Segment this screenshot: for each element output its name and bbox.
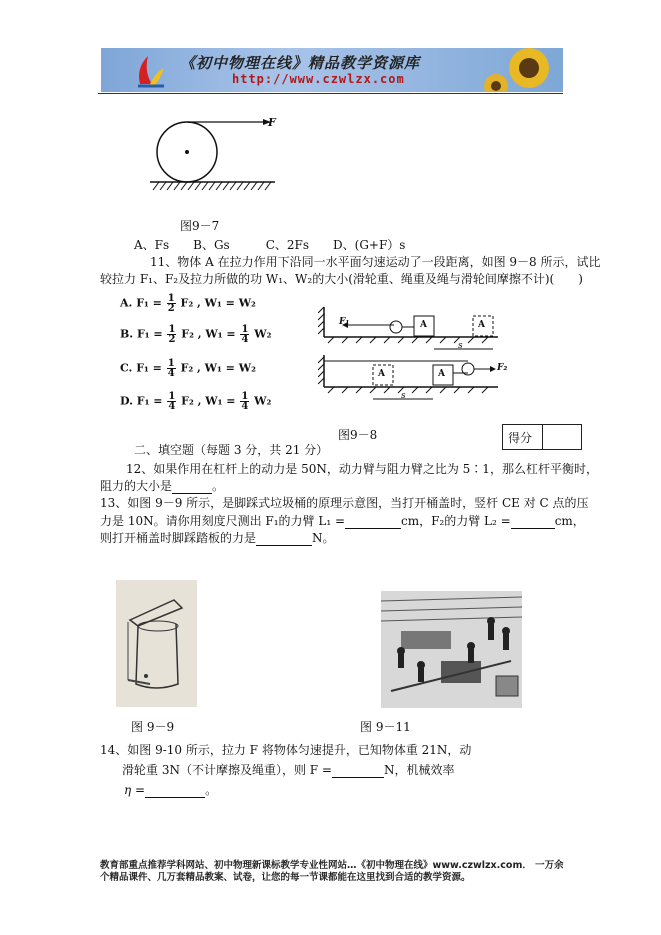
q11-option-b[interactable]: B. F₁ = $\frac{1}{2}$ F₂ , W₁ = $\frac{1}{4}$ W₂ bbox=[120, 324, 272, 345]
figure-9-7-caption: 图9－7 bbox=[180, 219, 220, 233]
score-label: 得分 bbox=[508, 431, 533, 445]
q14-line3: η = 。 bbox=[124, 783, 218, 797]
q11-option-a[interactable]: A. F₁ = $\frac{1}{2}$ F₂ , W₁ = W₂ bbox=[120, 293, 256, 314]
figure-9-9-caption: 图 9－9 bbox=[131, 720, 175, 734]
figure-9-11-engraving bbox=[381, 591, 522, 708]
block-a-top-end: A bbox=[478, 320, 485, 330]
q13-line1: 13、如图 9－9 所示，是脚踩式垃圾桶的原理示意图，当打开桶盖时，竖杆 CE 对 C 点的压 bbox=[100, 496, 589, 510]
q14-line1: 14、如图 9-10 所示，拉力 F 将物体匀速提升，已知物体重 21N，动 bbox=[100, 743, 472, 757]
q12-line1: 12、如果作用在杠杆上的动力是 50N，动力臂与阻力臂之比为 5∶1，那么杠杆平衡时， bbox=[126, 462, 598, 476]
q14-efficiency-blank[interactable] bbox=[145, 785, 205, 798]
footer-line2: 个精品课件、几万套精品教案、试卷，让您的每一节课都能在这里找到合适的教学资源。 bbox=[100, 872, 471, 883]
q13-force-blank[interactable] bbox=[256, 533, 312, 546]
q13-l2-blank[interactable] bbox=[511, 516, 555, 529]
q13-line3: 则打开桶盖时脚踩踏板的力是 N。 bbox=[100, 531, 335, 545]
force-label-f: F bbox=[268, 116, 276, 129]
section-2-heading: 二、填空题（每题 3 分，共 21 分） bbox=[134, 443, 329, 457]
figure-9-7-wheel bbox=[145, 110, 285, 195]
f2-label: F₂ bbox=[497, 363, 508, 373]
header-title: 《初中物理在线》精品教学资源库 bbox=[180, 54, 421, 72]
q13-line2: 力是 10N。请你用刻度尺测出 F₁的力臂 L₁ = cm，F₂的力臂 L₂ = cm， bbox=[100, 514, 585, 528]
q13-l1-blank[interactable] bbox=[345, 516, 401, 529]
figure-9-11-caption: 图 9－11 bbox=[360, 720, 411, 734]
score-divider bbox=[542, 424, 543, 450]
block-a-bottom-start: A bbox=[378, 369, 385, 379]
q11-option-c[interactable]: C. F₁ = $\frac{1}{4}$ F₂ , W₁ = W₂ bbox=[120, 358, 256, 379]
site-logo bbox=[130, 50, 170, 90]
q10-options: A、Fs B、Gs C、2Fs D、(G+F）s bbox=[134, 238, 406, 252]
q12-answer-blank[interactable] bbox=[172, 481, 212, 494]
q14-force-blank[interactable] bbox=[332, 765, 384, 778]
q11-option-d[interactable]: D. F₁ = $\frac{1}{4}$ F₂ , W₁ = $\frac{1}{4}$ W₂ bbox=[120, 391, 272, 412]
header-url[interactable]: http://www.czwlzx.com bbox=[232, 72, 405, 86]
block-a-bottom: A bbox=[438, 369, 445, 379]
q14-line2: 滑轮重 3N（不计摩擦及绳重），则 F = N，机械效率 bbox=[122, 763, 455, 777]
figure-9-9-trash-can bbox=[116, 580, 197, 707]
footer-line1: 教育部重点推荐学科网站、初中物理新课标教学专业性网站…《初中物理在线》www.czwlzx.com． 一万余 bbox=[100, 860, 564, 871]
q12-line2: 阻力的大小是 。 bbox=[100, 479, 225, 493]
q11-line1: 11、物体 A 在拉力作用下沿同一水平面匀速运动了一段距离，如图 9－8 所示，试比 bbox=[150, 255, 601, 269]
distance-s-top: s bbox=[458, 341, 463, 351]
f1-label: F₁ bbox=[339, 317, 350, 327]
distance-s-bottom: s bbox=[401, 391, 406, 401]
figure-9-8-caption: 图9－8 bbox=[338, 428, 378, 442]
block-a-top: A bbox=[420, 320, 427, 330]
header-rule bbox=[98, 93, 563, 94]
q11-line2: 较拉力 F₁、F₂及拉力所做的功 W₁、W₂的大小(滑轮重、绳重及绳与滑轮间摩擦不计)( ) bbox=[100, 272, 583, 286]
